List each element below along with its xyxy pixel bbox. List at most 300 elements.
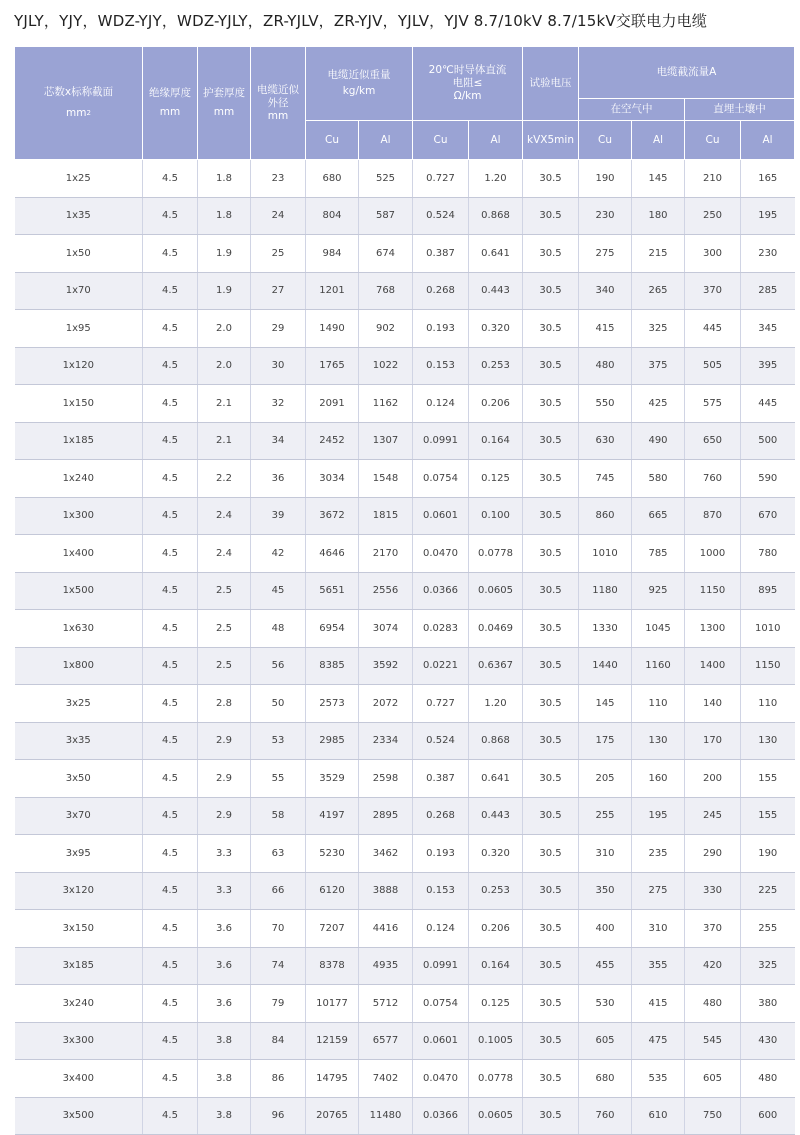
cell-soil-cu: 870 — [685, 497, 741, 535]
cell-soil-al: 110 — [741, 685, 795, 723]
cell-resistance-cu: 0.0754 — [413, 985, 469, 1023]
cell-soil-cu: 330 — [685, 872, 741, 910]
cell-sheath: 2.4 — [198, 497, 251, 535]
cell-insulation: 4.5 — [143, 1022, 198, 1060]
cell-diameter: 74 — [251, 947, 306, 985]
cell-air-al: 475 — [632, 1022, 685, 1060]
cell-test-voltage: 30.5 — [523, 797, 579, 835]
cell-weight-al: 5712 — [359, 985, 413, 1023]
cell-air-al: 310 — [632, 910, 685, 948]
cell-section: 3x35 — [15, 722, 143, 760]
cell-soil-al: 1010 — [741, 610, 795, 648]
header-insulation — [143, 47, 198, 160]
cell-test-voltage: 30.5 — [523, 647, 579, 685]
cell-weight-al: 6577 — [359, 1022, 413, 1060]
cell-soil-cu: 290 — [685, 835, 741, 873]
cell-insulation: 4.5 — [143, 497, 198, 535]
cell-air-al: 610 — [632, 1097, 685, 1135]
cell-weight-cu: 2452 — [306, 422, 359, 460]
cell-resistance-cu: 0.124 — [413, 385, 469, 423]
cell-test-voltage: 30.5 — [523, 1060, 579, 1098]
cell-soil-cu: 760 — [685, 460, 741, 498]
cell-weight-cu: 680 — [306, 160, 359, 198]
table-row — [15, 272, 795, 310]
header-resistance-al: Al — [469, 121, 523, 160]
cell-resistance-al: 0.868 — [469, 197, 523, 235]
cell-weight-al: 1022 — [359, 347, 413, 385]
cell-insulation: 4.5 — [143, 385, 198, 423]
cell-insulation: 4.5 — [143, 685, 198, 723]
cell-air-cu: 175 — [579, 722, 632, 760]
cell-test-voltage: 30.5 — [523, 385, 579, 423]
cell-weight-cu: 14795 — [306, 1060, 359, 1098]
table-row — [15, 385, 795, 423]
cell-resistance-al: 0.320 — [469, 835, 523, 873]
cell-resistance-al: 0.164 — [469, 422, 523, 460]
cell-soil-al: 345 — [741, 310, 795, 348]
cell-section: 1x630 — [15, 610, 143, 648]
cell-diameter: 63 — [251, 835, 306, 873]
header-diameter-unit: mm — [267, 109, 289, 122]
cell-soil-al: 380 — [741, 985, 795, 1023]
cell-diameter: 86 — [251, 1060, 306, 1098]
cell-soil-al: 445 — [741, 385, 795, 423]
cell-sheath: 3.3 — [198, 872, 251, 910]
cell-air-al: 215 — [632, 235, 685, 273]
cell-insulation: 4.5 — [143, 610, 198, 648]
cell-resistance-cu: 0.193 — [413, 310, 469, 348]
cell-test-voltage: 30.5 — [523, 910, 579, 948]
cell-sheath: 2.4 — [198, 535, 251, 573]
cell-section: 1x50 — [15, 235, 143, 273]
cell-weight-cu: 5651 — [306, 572, 359, 610]
cell-resistance-al: 0.320 — [469, 310, 523, 348]
cell-resistance-al: 0.0605 — [469, 1097, 523, 1135]
cell-test-voltage: 30.5 — [523, 872, 579, 910]
cell-test-voltage: 30.5 — [523, 1022, 579, 1060]
cell-resistance-al: 0.100 — [469, 497, 523, 535]
header-weight-unit: kg/km — [342, 85, 376, 97]
cell-sheath: 3.8 — [198, 1060, 251, 1098]
cell-soil-al: 500 — [741, 422, 795, 460]
cell-weight-cu: 1765 — [306, 347, 359, 385]
cell-section: 3x120 — [15, 872, 143, 910]
cell-soil-cu: 370 — [685, 910, 741, 948]
cell-soil-cu: 750 — [685, 1097, 741, 1135]
cell-weight-al: 2170 — [359, 535, 413, 573]
cell-air-cu: 760 — [579, 1097, 632, 1135]
cell-air-cu: 310 — [579, 835, 632, 873]
header-air-cu: Cu — [579, 121, 632, 160]
cell-air-cu: 400 — [579, 910, 632, 948]
cell-soil-cu: 575 — [685, 385, 741, 423]
cell-section: 1x185 — [15, 422, 143, 460]
cell-test-voltage: 30.5 — [523, 610, 579, 648]
header-weight-cu: Cu — [306, 121, 359, 160]
cell-air-cu: 415 — [579, 310, 632, 348]
cell-resistance-al: 0.443 — [469, 797, 523, 835]
cell-air-al: 325 — [632, 310, 685, 348]
cell-resistance-al: 0.0778 — [469, 535, 523, 573]
table-body — [15, 160, 795, 1135]
cell-resistance-al: 0.0605 — [469, 572, 523, 610]
cell-section: 1x70 — [15, 272, 143, 310]
cell-weight-al: 3592 — [359, 647, 413, 685]
cell-weight-al: 3462 — [359, 835, 413, 873]
table-row — [15, 1060, 795, 1098]
cell-soil-al: 430 — [741, 1022, 795, 1060]
cell-weight-cu: 6954 — [306, 610, 359, 648]
cell-resistance-al: 0.443 — [469, 272, 523, 310]
cell-weight-al: 2334 — [359, 722, 413, 760]
table-row — [15, 722, 795, 760]
cell-insulation: 4.5 — [143, 535, 198, 573]
cell-resistance-al: 0.164 — [469, 947, 523, 985]
cell-sheath: 3.6 — [198, 947, 251, 985]
cell-air-cu: 745 — [579, 460, 632, 498]
cell-weight-cu: 12159 — [306, 1022, 359, 1060]
cell-test-voltage: 30.5 — [523, 347, 579, 385]
cell-air-al: 160 — [632, 760, 685, 798]
cell-diameter: 32 — [251, 385, 306, 423]
cell-resistance-cu: 0.0366 — [413, 1097, 469, 1135]
cell-resistance-al: 0.206 — [469, 385, 523, 423]
cell-resistance-cu: 0.0754 — [413, 460, 469, 498]
table-row — [15, 347, 795, 385]
header-insulation-label: 绝缘厚度 — [149, 87, 191, 99]
cell-air-cu: 205 — [579, 760, 632, 798]
cell-insulation: 4.5 — [143, 1097, 198, 1135]
cell-air-cu: 550 — [579, 385, 632, 423]
cell-insulation: 4.5 — [143, 310, 198, 348]
cell-air-al: 180 — [632, 197, 685, 235]
cell-insulation: 4.5 — [143, 347, 198, 385]
cell-soil-cu: 250 — [685, 197, 741, 235]
cell-test-voltage: 30.5 — [523, 272, 579, 310]
cell-weight-al: 4416 — [359, 910, 413, 948]
header-diameter-label-1: 电缆近似 — [257, 83, 299, 96]
table-row — [15, 572, 795, 610]
cell-weight-cu: 3034 — [306, 460, 359, 498]
header-section-unit-sup: 2 — [86, 109, 91, 117]
cell-air-al: 490 — [632, 422, 685, 460]
header-in-air: 在空气中 — [579, 99, 685, 121]
cell-resistance-cu: 0.0470 — [413, 535, 469, 573]
cell-test-voltage: 30.5 — [523, 835, 579, 873]
cell-soil-cu: 245 — [685, 797, 741, 835]
cell-test-voltage: 30.5 — [523, 985, 579, 1023]
cell-section: 1x500 — [15, 572, 143, 610]
cell-diameter: 50 — [251, 685, 306, 723]
cell-soil-cu: 505 — [685, 347, 741, 385]
cell-air-cu: 480 — [579, 347, 632, 385]
cell-soil-cu: 445 — [685, 310, 741, 348]
cell-soil-cu: 1400 — [685, 647, 741, 685]
table-row — [15, 685, 795, 723]
cell-sheath: 3.8 — [198, 1022, 251, 1060]
header-diameter-label-2: 外径 — [267, 96, 289, 109]
cell-resistance-al: 1.20 — [469, 160, 523, 198]
cell-weight-al: 2598 — [359, 760, 413, 798]
cell-diameter: 30 — [251, 347, 306, 385]
cell-section: 1x400 — [15, 535, 143, 573]
cell-sheath: 3.6 — [198, 985, 251, 1023]
cell-air-cu: 630 — [579, 422, 632, 460]
cell-weight-al: 902 — [359, 310, 413, 348]
cell-weight-cu: 20765 — [306, 1097, 359, 1135]
cell-air-al: 265 — [632, 272, 685, 310]
cell-insulation: 4.5 — [143, 572, 198, 610]
header-ampacity: 电缆截流量A — [579, 47, 795, 99]
cell-diameter: 96 — [251, 1097, 306, 1135]
header-weight — [306, 47, 413, 121]
cell-soil-cu: 650 — [685, 422, 741, 460]
cell-resistance-al: 0.868 — [469, 722, 523, 760]
cell-diameter: 29 — [251, 310, 306, 348]
cell-resistance-cu: 0.387 — [413, 235, 469, 273]
cell-air-cu: 605 — [579, 1022, 632, 1060]
cell-sheath: 2.0 — [198, 310, 251, 348]
cell-soil-al: 325 — [741, 947, 795, 985]
header-in-soil: 直埋土壤中 — [685, 99, 795, 121]
cell-weight-al: 768 — [359, 272, 413, 310]
cell-soil-al: 590 — [741, 460, 795, 498]
table-row — [15, 797, 795, 835]
cell-section: 3x70 — [15, 797, 143, 835]
header-air-al: Al — [632, 121, 685, 160]
cell-weight-al: 1815 — [359, 497, 413, 535]
cell-resistance-cu: 0.727 — [413, 685, 469, 723]
cell-sheath: 1.8 — [198, 197, 251, 235]
cell-resistance-cu: 0.0991 — [413, 947, 469, 985]
cell-test-voltage: 30.5 — [523, 310, 579, 348]
cell-weight-cu: 2573 — [306, 685, 359, 723]
cell-air-cu: 190 — [579, 160, 632, 198]
cell-weight-cu: 3529 — [306, 760, 359, 798]
cell-resistance-cu: 0.153 — [413, 872, 469, 910]
cell-diameter: 27 — [251, 272, 306, 310]
header-diameter — [251, 47, 306, 160]
cell-air-cu: 340 — [579, 272, 632, 310]
cell-test-voltage: 30.5 — [523, 197, 579, 235]
cell-weight-al: 1548 — [359, 460, 413, 498]
cell-diameter: 36 — [251, 460, 306, 498]
cell-air-al: 425 — [632, 385, 685, 423]
cell-soil-cu: 545 — [685, 1022, 741, 1060]
cell-air-al: 785 — [632, 535, 685, 573]
cell-insulation: 4.5 — [143, 422, 198, 460]
cell-weight-cu: 8378 — [306, 947, 359, 985]
cell-weight-al: 11480 — [359, 1097, 413, 1135]
cell-test-voltage: 30.5 — [523, 497, 579, 535]
cell-section: 1x800 — [15, 647, 143, 685]
cell-diameter: 79 — [251, 985, 306, 1023]
cell-weight-cu: 7207 — [306, 910, 359, 948]
cell-diameter: 84 — [251, 1022, 306, 1060]
cell-section: 3x400 — [15, 1060, 143, 1098]
cell-resistance-cu: 0.727 — [413, 160, 469, 198]
cell-test-voltage: 30.5 — [523, 422, 579, 460]
cell-soil-cu: 210 — [685, 160, 741, 198]
cell-insulation: 4.5 — [143, 460, 198, 498]
cell-air-cu: 1440 — [579, 647, 632, 685]
cell-soil-al: 395 — [741, 347, 795, 385]
cell-air-al: 375 — [632, 347, 685, 385]
cell-weight-cu: 2985 — [306, 722, 359, 760]
cell-weight-cu: 10177 — [306, 985, 359, 1023]
cell-insulation: 4.5 — [143, 272, 198, 310]
cell-insulation: 4.5 — [143, 797, 198, 835]
cell-air-al: 145 — [632, 160, 685, 198]
cell-weight-cu: 1490 — [306, 310, 359, 348]
cell-soil-al: 255 — [741, 910, 795, 948]
header-section-unit: mm — [66, 107, 87, 119]
cell-insulation: 4.5 — [143, 235, 198, 273]
cell-soil-al: 600 — [741, 1097, 795, 1135]
header-resistance-unit: Ω/km — [453, 90, 482, 102]
cell-air-cu: 1010 — [579, 535, 632, 573]
table-row — [15, 497, 795, 535]
cell-air-al: 110 — [632, 685, 685, 723]
cell-insulation: 4.5 — [143, 910, 198, 948]
cell-insulation: 4.5 — [143, 760, 198, 798]
cell-soil-al: 195 — [741, 197, 795, 235]
cell-soil-al: 670 — [741, 497, 795, 535]
cell-air-al: 1045 — [632, 610, 685, 648]
header-test-voltage: 试验电压 — [523, 47, 579, 121]
cell-weight-cu: 804 — [306, 197, 359, 235]
cell-insulation: 4.5 — [143, 722, 198, 760]
cell-sheath: 2.2 — [198, 460, 251, 498]
cell-resistance-al: 0.641 — [469, 235, 523, 273]
cell-section: 1x95 — [15, 310, 143, 348]
cell-sheath: 2.9 — [198, 797, 251, 835]
table-row — [15, 1097, 795, 1135]
cell-diameter: 24 — [251, 197, 306, 235]
cell-weight-cu: 5230 — [306, 835, 359, 873]
cell-diameter: 23 — [251, 160, 306, 198]
table-row — [15, 422, 795, 460]
cell-resistance-cu: 0.0601 — [413, 1022, 469, 1060]
cable-spec-table — [14, 46, 795, 1135]
cell-resistance-al: 0.641 — [469, 760, 523, 798]
header-sheath-label: 护套厚度 — [203, 87, 245, 99]
cell-resistance-al: 0.125 — [469, 985, 523, 1023]
cell-air-al: 415 — [632, 985, 685, 1023]
cell-weight-al: 1162 — [359, 385, 413, 423]
cell-soil-al: 190 — [741, 835, 795, 873]
cell-resistance-cu: 0.0470 — [413, 1060, 469, 1098]
cell-resistance-cu: 0.268 — [413, 797, 469, 835]
cell-sheath: 3.8 — [198, 1097, 251, 1135]
table-row — [15, 610, 795, 648]
cell-resistance-al: 0.1005 — [469, 1022, 523, 1060]
cell-test-voltage: 30.5 — [523, 460, 579, 498]
cell-soil-cu: 420 — [685, 947, 741, 985]
header-weight-label: 电缆近似重量 — [327, 69, 391, 81]
cell-air-al: 925 — [632, 572, 685, 610]
cell-test-voltage: 30.5 — [523, 760, 579, 798]
cell-weight-cu: 2091 — [306, 385, 359, 423]
cell-soil-cu: 480 — [685, 985, 741, 1023]
cell-section: 1x35 — [15, 197, 143, 235]
cell-soil-al: 130 — [741, 722, 795, 760]
cell-resistance-cu: 0.268 — [413, 272, 469, 310]
cell-soil-al: 230 — [741, 235, 795, 273]
header-sheath-unit: mm — [213, 106, 235, 118]
cell-air-cu: 275 — [579, 235, 632, 273]
cell-air-cu: 1180 — [579, 572, 632, 610]
cell-section: 3x50 — [15, 760, 143, 798]
cell-air-al: 1160 — [632, 647, 685, 685]
cell-weight-al: 1307 — [359, 422, 413, 460]
cell-air-al: 665 — [632, 497, 685, 535]
cell-section: 3x185 — [15, 947, 143, 985]
cell-air-al: 195 — [632, 797, 685, 835]
header-resistance-label-2: 电阻≤ — [452, 77, 483, 89]
cell-soil-cu: 370 — [685, 272, 741, 310]
cell-sheath: 2.5 — [198, 647, 251, 685]
cell-air-cu: 145 — [579, 685, 632, 723]
cell-insulation: 4.5 — [143, 947, 198, 985]
cell-insulation: 4.5 — [143, 1060, 198, 1098]
cell-air-cu: 680 — [579, 1060, 632, 1098]
cell-weight-al: 3074 — [359, 610, 413, 648]
cell-section: 3x150 — [15, 910, 143, 948]
cell-diameter: 56 — [251, 647, 306, 685]
cell-test-voltage: 30.5 — [523, 572, 579, 610]
cell-section: 1x25 — [15, 160, 143, 198]
cell-weight-cu: 4646 — [306, 535, 359, 573]
cell-soil-al: 285 — [741, 272, 795, 310]
cell-insulation: 4.5 — [143, 647, 198, 685]
cell-resistance-al: 0.6367 — [469, 647, 523, 685]
cell-resistance-al: 0.253 — [469, 872, 523, 910]
cell-soil-al: 225 — [741, 872, 795, 910]
cell-diameter: 70 — [251, 910, 306, 948]
cell-soil-al: 480 — [741, 1060, 795, 1098]
table-row — [15, 160, 795, 198]
cell-section: 3x240 — [15, 985, 143, 1023]
cell-air-cu: 530 — [579, 985, 632, 1023]
cell-weight-cu: 984 — [306, 235, 359, 273]
cell-air-cu: 255 — [579, 797, 632, 835]
cell-soil-al: 155 — [741, 760, 795, 798]
cell-soil-al: 165 — [741, 160, 795, 198]
cell-sheath: 1.9 — [198, 272, 251, 310]
cell-resistance-cu: 0.0991 — [413, 422, 469, 460]
cell-insulation: 4.5 — [143, 985, 198, 1023]
cell-diameter: 34 — [251, 422, 306, 460]
cell-soil-cu: 170 — [685, 722, 741, 760]
cell-weight-al: 525 — [359, 160, 413, 198]
cell-soil-cu: 300 — [685, 235, 741, 273]
table-row — [15, 310, 795, 348]
cell-air-cu: 860 — [579, 497, 632, 535]
cell-air-al: 235 — [632, 835, 685, 873]
header-section-label: 芯数x标称截面 — [43, 86, 114, 98]
cell-air-cu: 350 — [579, 872, 632, 910]
cell-resistance-al: 0.0469 — [469, 610, 523, 648]
cell-section: 1x120 — [15, 347, 143, 385]
cell-soil-cu: 1000 — [685, 535, 741, 573]
cell-weight-cu: 1201 — [306, 272, 359, 310]
header-resistance — [413, 47, 523, 121]
table-row — [15, 197, 795, 235]
cell-diameter: 48 — [251, 610, 306, 648]
cell-resistance-al: 0.125 — [469, 460, 523, 498]
cell-resistance-al: 1.20 — [469, 685, 523, 723]
